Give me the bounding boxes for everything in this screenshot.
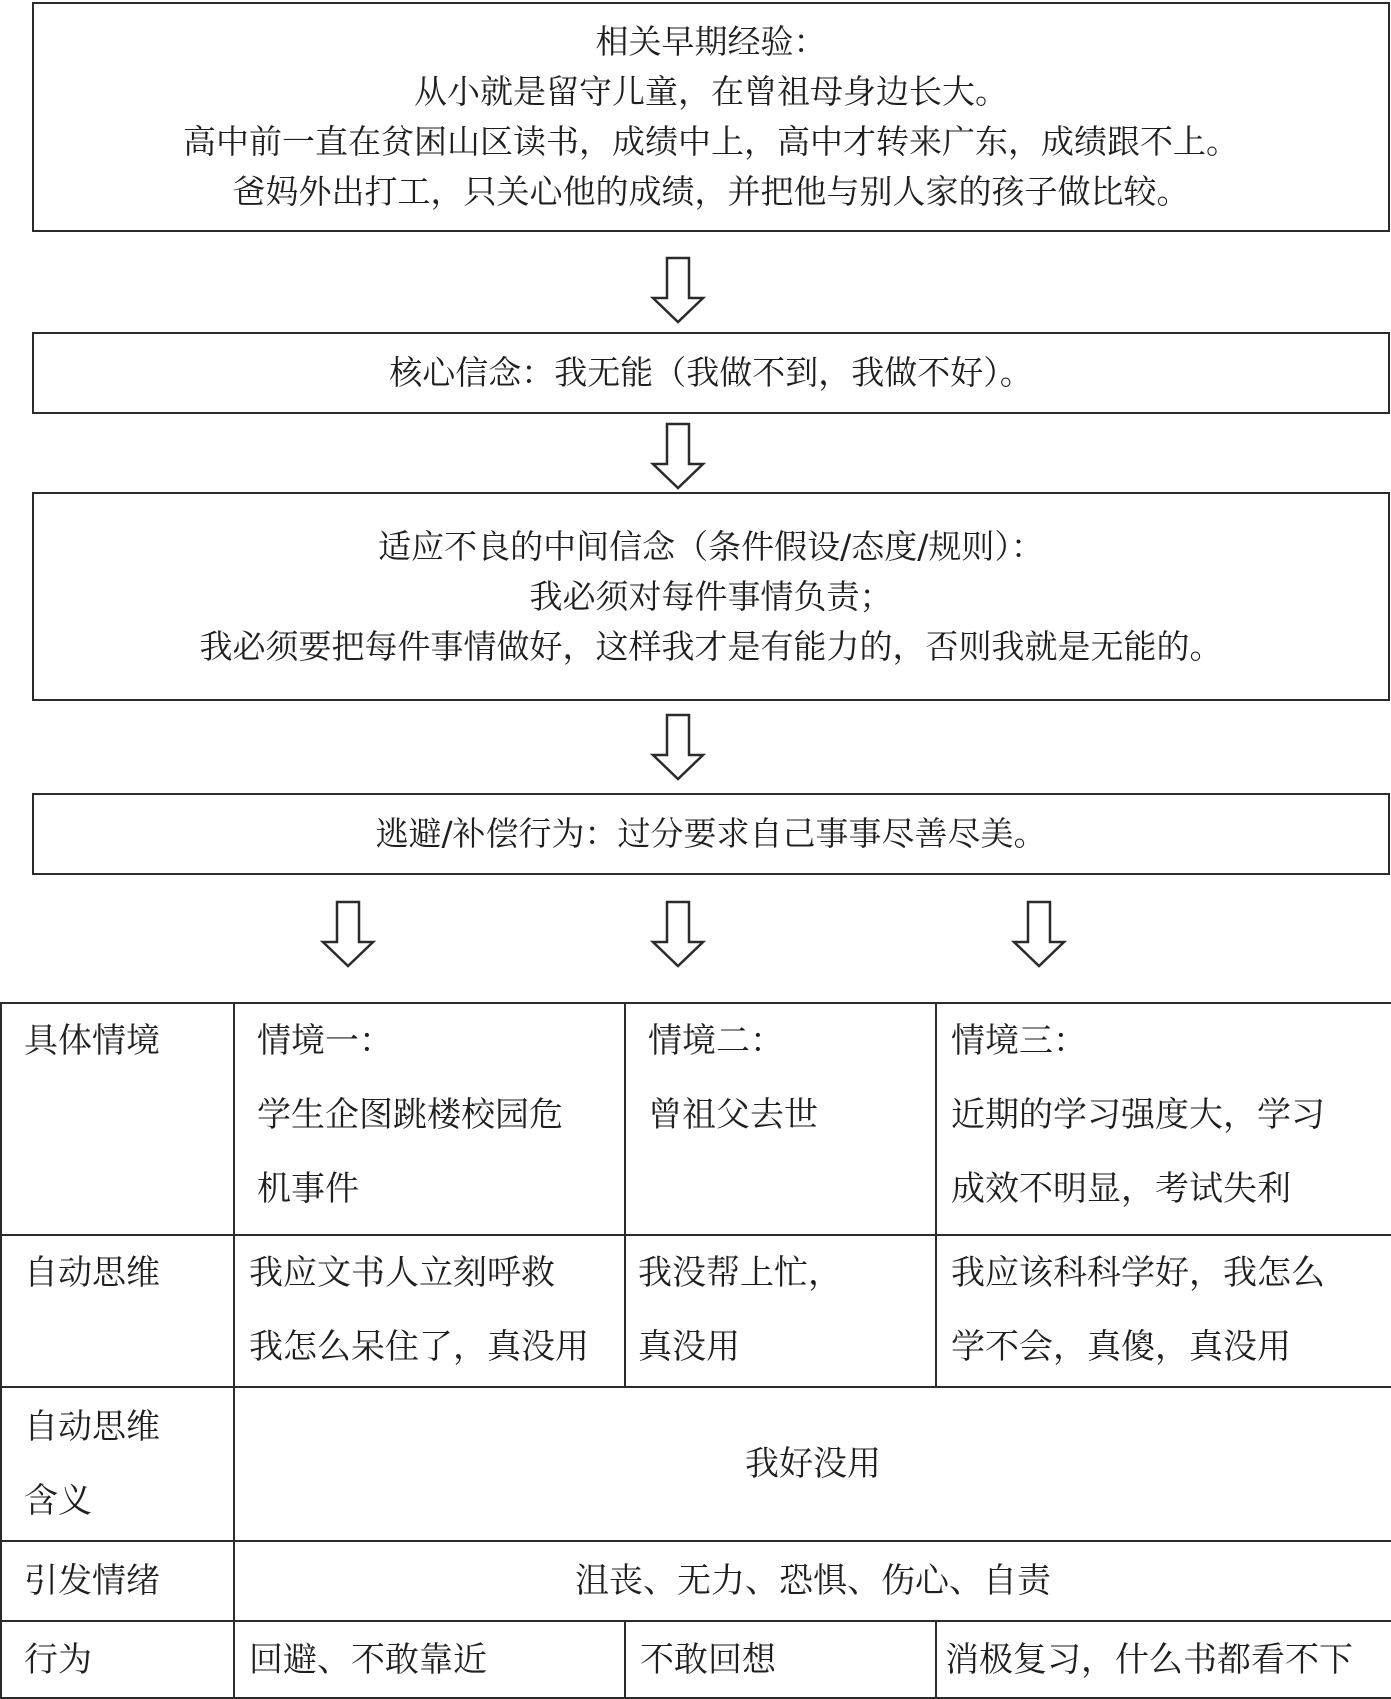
automatic-thought-cell-2: 我没帮上忙， 真没用 bbox=[625, 1235, 936, 1387]
row-label-meaning: 自动思维 含义 bbox=[1, 1387, 234, 1541]
behavior-cell-3: 消极复习，什么书都看不下 bbox=[936, 1621, 1391, 1698]
situation-cell-1: 情境一： 学生企图跳楼校园危 机事件 bbox=[234, 1003, 625, 1235]
row-label-emotion: 引发情绪 bbox=[1, 1541, 234, 1621]
down-arrow-icon bbox=[1011, 900, 1067, 968]
situation-table bbox=[0, 1002, 1391, 1699]
intermediate-belief-box bbox=[32, 492, 1390, 701]
row-label-behavior: 行为 bbox=[1, 1621, 234, 1698]
intermediate-belief-line: 我必须对每件事情负责； bbox=[529, 576, 893, 616]
down-arrow-icon bbox=[650, 422, 706, 490]
automatic-thought-cell-1: 我应文书人立刻呼救 我怎么呆住了，真没用 bbox=[234, 1235, 625, 1387]
compensatory-behavior-box bbox=[32, 793, 1390, 875]
intermediate-belief-title: 适应不良的中间信念（条件假设/态度/规则）： bbox=[378, 526, 1044, 566]
meaning-value: 我好没用 bbox=[234, 1387, 1391, 1541]
down-arrow-icon bbox=[650, 256, 706, 324]
row-label-automatic-thought: 自动思维 bbox=[1, 1235, 234, 1387]
core-belief-text: 核心信念：我无能（我做不到，我做不好）。 bbox=[389, 353, 1033, 392]
automatic-thought-cell-3: 我应该科科学好，我怎么 学不会，真傻，真没用 bbox=[936, 1235, 1391, 1387]
situation-cell-2: 情境二： 曾祖父去世 bbox=[625, 1003, 936, 1235]
behavior-cell-2: 不敢回想 bbox=[625, 1621, 936, 1698]
behavior-row bbox=[1, 1621, 1391, 1698]
automatic-thought-row bbox=[1, 1235, 1391, 1387]
down-arrow-icon bbox=[320, 900, 376, 968]
compensatory-behavior-text: 逃避/补偿行为：过分要求自己事事尽善尽美。 bbox=[375, 814, 1047, 853]
early-experience-line: 从小就是留守儿童，在曾祖母身边长大。 bbox=[414, 72, 1008, 111]
early-experience-line: 爸妈外出打工，只关心他的成绩，并把他与别人家的孩子做比较。 bbox=[232, 172, 1190, 211]
situation-row bbox=[1, 1003, 1391, 1235]
down-arrow-icon bbox=[650, 713, 706, 781]
meaning-row bbox=[1, 1387, 1391, 1541]
early-experience-line: 高中前一直在贫困山区读书，成绩中上，高中才转来广东，成绩跟不上。 bbox=[183, 122, 1239, 161]
row-label-situation: 具体情境 bbox=[1, 1003, 234, 1235]
emotion-value: 沮丧、无力、恐惧、伤心、自责 bbox=[234, 1541, 1391, 1621]
core-belief-box bbox=[32, 332, 1390, 414]
early-experience-title: 相关早期经验： bbox=[595, 22, 827, 61]
down-arrow-icon bbox=[650, 900, 706, 968]
behavior-cell-1: 回避、不敢靠近 bbox=[234, 1621, 625, 1698]
intermediate-belief-line: 我必须要把每件事情做好，这样我才是有能力的，否则我就是无能的。 bbox=[199, 626, 1223, 666]
emotion-row bbox=[1, 1541, 1391, 1621]
situation-cell-3: 情境三： 近期的学习强度大，学习 成效不明显，考试失利 bbox=[936, 1003, 1391, 1235]
early-experience-box bbox=[32, 2, 1390, 232]
